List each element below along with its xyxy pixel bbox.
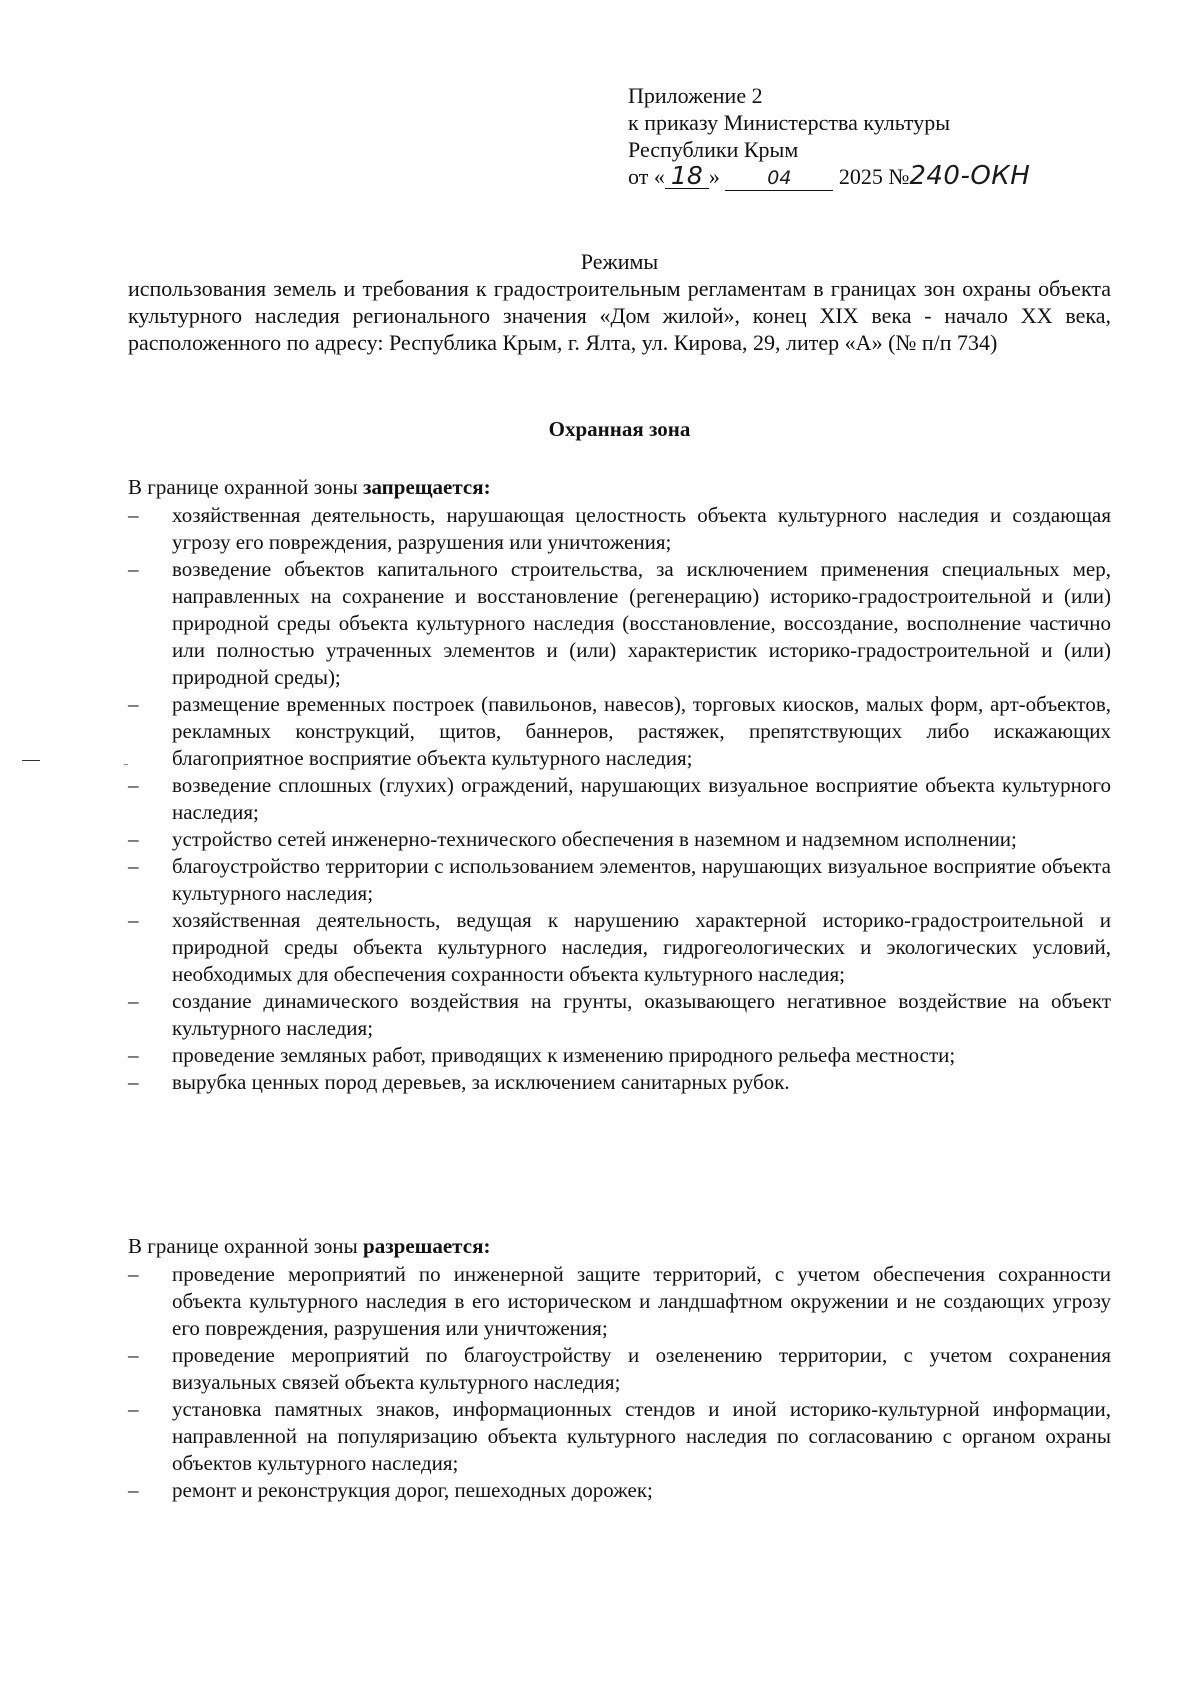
date-mid: » [708, 164, 720, 189]
bullet-dash: – [128, 1262, 139, 1286]
bullet-dash: – [128, 1478, 139, 1502]
allowed-block [128, 1233, 1111, 1504]
allowed-lead [128, 1233, 1111, 1260]
appendix-republic: Республики Крым [628, 137, 799, 162]
bullet-dash: – [128, 1397, 139, 1421]
date-month-handwritten: 04 [725, 166, 833, 191]
list-item [128, 907, 1111, 988]
list-item [128, 988, 1111, 1042]
bullet-dash: – [128, 692, 139, 716]
allowed-list [128, 1261, 1111, 1504]
bullet-dash: – [128, 827, 139, 851]
appendix-date-line [628, 163, 1148, 191]
list-item [128, 853, 1111, 907]
date-prefix: от « [628, 164, 665, 189]
bullet-dash: – [128, 557, 139, 581]
list-item [128, 826, 1111, 853]
order-number-handwritten: 240-ОКН [909, 161, 1031, 191]
allowed-lead-text: В границе охранной зоны [128, 1234, 364, 1258]
list-item-text: возведение сплошных (глухих) ограждений, нарушающих визуальное восприятие объекта культурного наследия; [172, 773, 1111, 824]
document-subtitle: использования земель и требования к градостроительным регламентам в границах зон охраны объекта культурного наследия регионального значения «Дом жилой», конец XIX века - начало XX века, расположенного по адресу: Республика Крым, г. Ялта, ул. Кирова, 29, литер «А» (№ п/п 734) [128, 276, 1111, 355]
list-item [128, 1396, 1111, 1477]
scan-margin-dot [124, 764, 128, 765]
prohibited-list [128, 502, 1111, 1096]
appendix-header [628, 82, 1148, 191]
date-year-number-label: 2025 № [838, 164, 910, 189]
bullet-dash: – [128, 908, 139, 932]
list-item-text: возведение объектов капитального строительства, за исключением применения специальных мер, направленных на сохранение и восстановление (регенерацию) историко-градостроительной и (или) природной среды объекта культурного наследия (восстановление, воссоздание, восполнение частично или полностью утраченных элементов и (или) характеристик историко-градостроительной и (или) природной среды); [172, 557, 1111, 689]
list-item [128, 1477, 1111, 1504]
list-item [128, 502, 1111, 556]
bullet-dash: – [128, 1070, 139, 1094]
list-item [128, 1069, 1111, 1096]
bullet-dash: – [128, 854, 139, 878]
bullet-dash: – [128, 503, 139, 527]
list-item [128, 1342, 1111, 1396]
prohibited-lead-text: В границе охранной зоны [128, 475, 364, 499]
list-item-text: установка памятных знаков, информационных стендов и иной историко-культурной информации, направленной на популяризацию объекта культурного наследия по согласованию с органом охраны объектов культурного наследия; [172, 1397, 1111, 1475]
document-title: Режимы [580, 249, 659, 274]
bullet-dash: – [128, 989, 139, 1013]
list-item-text: проведение земляных работ, приводящих к изменению природного рельефа местности; [172, 1043, 956, 1067]
list-item [128, 691, 1111, 772]
list-item-text: устройство сетей инженерно-технического обеспечения в наземном и надземном исполнении; [172, 827, 1017, 851]
prohibited-block [128, 474, 1111, 1096]
list-item [128, 556, 1111, 691]
document-title-block [128, 248, 1111, 356]
appendix-order-ref: к приказу Министерства культуры [628, 110, 951, 135]
date-day-handwritten: 18 [665, 164, 709, 189]
allowed-lead-bold: разрешается: [363, 1234, 491, 1258]
list-item-text: хозяйственная деятельность, нарушающая целостность объекта культурного наследия и создающая угрозу его повреждения, разрушения или уничтожения; [172, 503, 1111, 554]
list-item-text: размещение временных построек (павильонов, навесов), торговых киосков, малых форм, арт-объектов, рекламных конструкций, щитов, баннеров, растяжек, препятствующих либо искажающих благоприятное восприятие объекта культурного наследия; [172, 692, 1111, 770]
list-item-text: хозяйственная деятельность, ведущая к нарушению характерной историко-градостроительной и природной среды объекта культурного наследия, гидрогеологических и экологических условий, необходимых для обеспечения сохранности объекта культурного наследия; [172, 908, 1111, 986]
bullet-dash: – [128, 773, 139, 797]
list-item [128, 1261, 1111, 1342]
prohibited-lead [128, 474, 1111, 501]
bullet-dash: – [128, 1343, 139, 1367]
list-item-text: вырубка ценных пород деревьев, за исключением санитарных рубок. [172, 1070, 790, 1094]
section-title: Охранная зона [548, 417, 691, 441]
list-item-text: проведение мероприятий по благоустройству и озеленению территории, с учетом сохранения визуальных связей объекта культурного наследия; [172, 1343, 1111, 1394]
list-item [128, 1042, 1111, 1069]
list-item-text: ремонт и реконструкция дорог, пешеходных дорожек; [172, 1478, 653, 1502]
list-item-text: создание динамического воздействия на грунты, оказывающего негативное воздействие на объект культурного наследия; [172, 989, 1111, 1040]
bullet-dash: – [128, 1043, 139, 1067]
list-item [128, 772, 1111, 826]
appendix-number: Приложение 2 [628, 83, 763, 108]
scan-margin-mark [22, 760, 40, 761]
list-item-text: благоустройство территории с использованием элементов, нарушающих визуальное восприятие объекта культурного наследия; [172, 854, 1111, 905]
prohibited-lead-bold: запрещается: [363, 475, 491, 499]
list-item-text: проведение мероприятий по инженерной защите территорий, с учетом обеспечения сохранности объекта культурного наследия в его историческом и ландшафтном окружении и не создающих угрозу его повреждения, разрушения или уничтожения; [172, 1262, 1111, 1340]
